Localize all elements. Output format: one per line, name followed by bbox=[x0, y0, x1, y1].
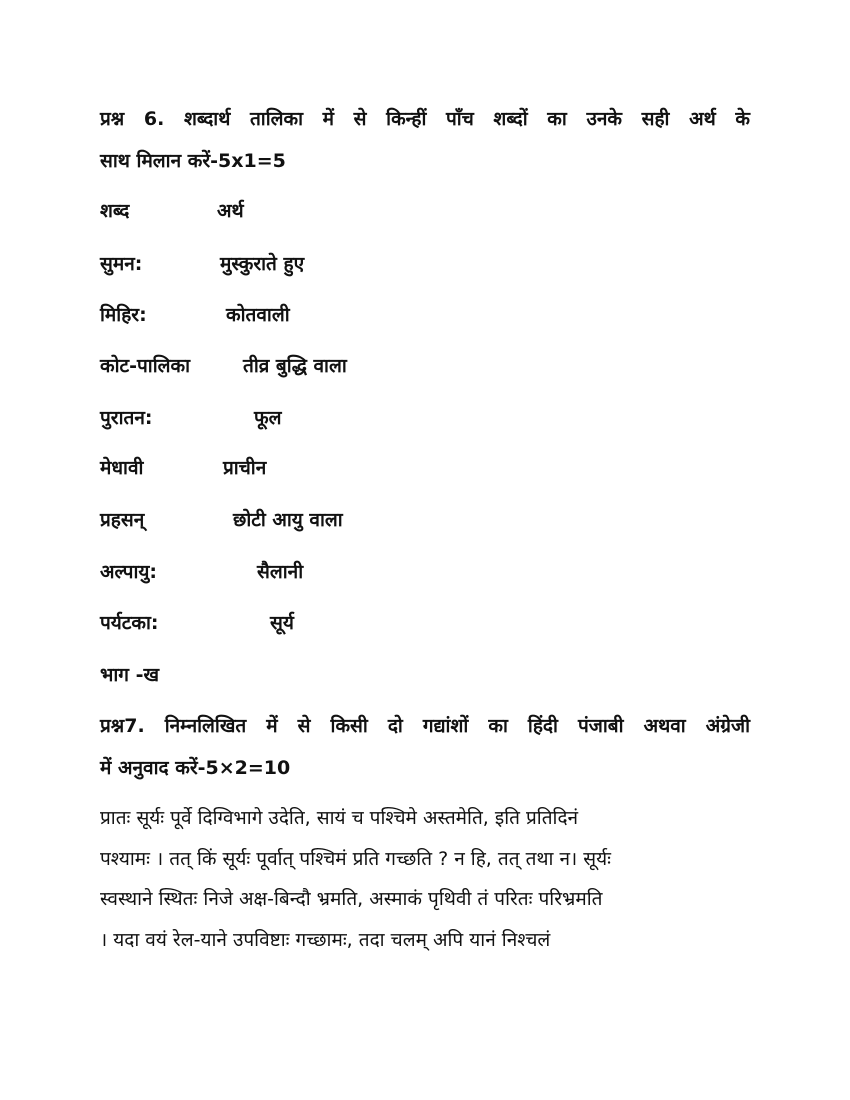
row-word: पर्यटका: bbox=[100, 612, 159, 634]
question-6-line-1: प्रश्न 6. शब्दार्थ तालिका में से किन्हीं पाँच शब्दों का उनके सही अर्थ के bbox=[100, 108, 750, 130]
table-row bbox=[100, 302, 290, 328]
passage-line-3: स्वस्थाने स्थितः निजे अक्ष-बिन्दौ भ्रमति, अस्माकं पृथिवी तं परितः परिभ्रमति bbox=[100, 888, 603, 910]
table-row bbox=[100, 559, 304, 585]
passage-line-2: पश्यामः । तत् किं सूर्यः पूर्वात् पश्चिमं प्रति गच्छति ? न हि, तत् तथा न। सूर्यः bbox=[100, 848, 612, 870]
row-meaning: छोटी आयु वाला bbox=[233, 509, 343, 531]
row-word: सुमन: bbox=[100, 253, 143, 275]
passage-line-1: प्रातः सूर्यः पूर्वे दिग्विभागे उदेति, सायं च पश्चिमे अस्तमेति, इति प्रतिदिनं bbox=[100, 807, 579, 829]
section-heading: भाग -ख bbox=[100, 664, 160, 686]
row-meaning: सैलानी bbox=[257, 561, 304, 583]
header-meaning: अर्थ bbox=[217, 200, 244, 222]
row-meaning: प्राचीन bbox=[223, 457, 267, 479]
passage-line-4: । यदा वयं रेल-याने उपविष्टाः गच्छामः, तदा चलम् अपि यानं निश्चलं bbox=[100, 929, 551, 951]
row-word: मिहिर: bbox=[100, 304, 147, 326]
question-7-line-2: में अनुवाद करें-5×2=10 bbox=[100, 757, 291, 779]
row-meaning: तीव्र बुद्धि वाला bbox=[243, 355, 347, 377]
row-word: प्रहसन् bbox=[100, 509, 145, 531]
table-row bbox=[100, 251, 305, 277]
row-meaning: सूर्य bbox=[270, 612, 294, 634]
row-meaning: कोतवाली bbox=[226, 304, 290, 326]
row-meaning: फूल bbox=[254, 407, 282, 429]
row-word: पुरातन: bbox=[100, 407, 153, 429]
row-word: कोट-पालिका bbox=[100, 355, 191, 377]
header-word: शब्द bbox=[100, 200, 130, 222]
row-meaning: मुस्कुराते हुए bbox=[220, 253, 305, 275]
table-row bbox=[100, 353, 347, 379]
row-word: अल्पायु: bbox=[100, 561, 157, 583]
table-row bbox=[100, 405, 282, 431]
question-7-line-1: प्रश्न7. निम्नलिखित में से किसी दो गद्यांशों का हिंदी पंजाबी अथवा अंग्रेजी bbox=[100, 715, 750, 737]
row-word: मेधावी bbox=[100, 457, 144, 479]
table-header bbox=[100, 198, 244, 224]
table-row bbox=[100, 610, 294, 636]
table-row bbox=[100, 507, 343, 533]
table-row bbox=[100, 455, 267, 481]
question-6-line-2: साथ मिलान करें-5x1=5 bbox=[100, 150, 286, 172]
